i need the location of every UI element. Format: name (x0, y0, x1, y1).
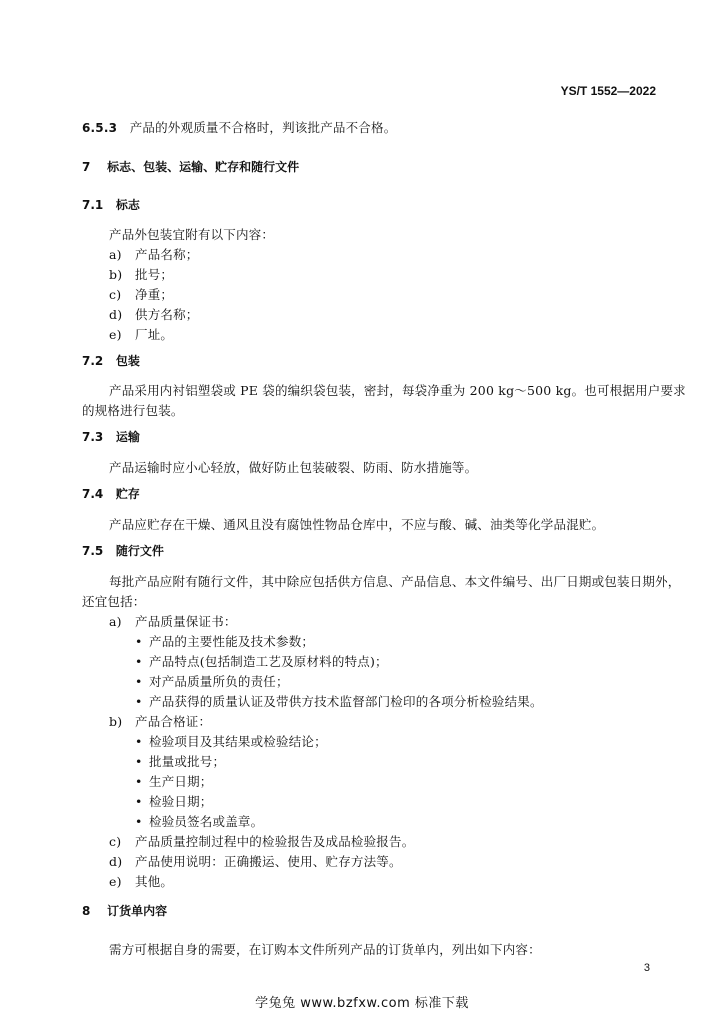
section-title: 标志 (115, 198, 140, 212)
section-number: 8 (82, 904, 91, 918)
bullet-icon: • (135, 754, 143, 769)
section-7-2-line1: 产品采用内衬铝塑袋或 PE 袋的编织袋包装，密封，每袋净重为 200 kg～500 kg。也可根据用户要求 (109, 383, 686, 398)
clause-number: 6.5.3 (82, 121, 118, 135)
watermark-footer: 学兔兔 www.bzfxw.com 标准下载 (255, 996, 469, 1011)
sub-list-item: • 产品的主要性能及技术参数； (135, 634, 315, 649)
section-8-heading (82, 902, 167, 919)
section-number: 7.1 (82, 198, 104, 212)
section-7-5-line1: 每批产品应附有随行文件，其中除应包括供方信息、产品信息、本文件编号、出厂日期或包装日期外， (109, 574, 681, 589)
list-item: b) 批号； (109, 267, 174, 282)
list-item: c) 净重； (109, 287, 174, 302)
section-7-5-line2: 还宜包括： (82, 594, 146, 609)
sub-list-item: • 生产日期； (135, 774, 213, 789)
section-7-heading (82, 158, 299, 175)
section-number: 7 (82, 160, 91, 174)
bullet-icon: • (135, 814, 143, 829)
section-title: 标志、包装、运输、贮存和随行文件 (107, 160, 300, 174)
section-7-5-heading (82, 542, 164, 559)
section-7-2-heading (82, 352, 140, 369)
bullet-icon: • (135, 674, 143, 689)
list-item: b) 产品合格证： (109, 714, 212, 729)
bullet-icon: • (135, 634, 143, 649)
list-item: c) 产品质量控制过程中的检验报告及成品检验报告。 (109, 834, 415, 849)
list-item: a) 产品质量保证书： (109, 614, 237, 629)
list-item: e) 其他。 (109, 874, 174, 889)
section-number: 7.3 (82, 430, 104, 444)
section-number: 7.5 (82, 544, 104, 558)
bullet-icon: • (135, 734, 143, 749)
clause-text: 产品的外观质量不合格时，判该批产品不合格。 (129, 120, 397, 135)
sub-list-item: • 检验日期； (135, 794, 213, 809)
sub-list-item: • 产品获得的质量认证及带供方技术监督部门检印的各项分析检验结果。 (135, 694, 543, 709)
section-title: 运输 (115, 430, 140, 444)
section-title: 随行文件 (115, 544, 164, 558)
section-7-1-intro: 产品外包装宜附有以下内容： (109, 227, 275, 242)
standard-code: YS/T 1552—2022 (560, 84, 656, 98)
section-7-3-heading (82, 428, 140, 445)
bullet-icon: • (135, 774, 143, 789)
bullet-icon: • (135, 794, 143, 809)
section-number: 7.4 (82, 487, 104, 501)
list-item: d) 产品使用说明：正确搬运、使用、贮存方法等。 (109, 854, 402, 869)
section-title: 订货单内容 (107, 904, 168, 918)
sub-list-item: • 产品特点(包括制造工艺及原材料的特点)； (135, 654, 388, 669)
bullet-icon: • (135, 654, 143, 669)
sub-list-item: • 检验员签名或盖章。 (135, 814, 264, 829)
section-7-4-text: 产品应贮存在干燥、通风且没有腐蚀性物品仓库中，不应与酸、碱、油类等化学品混贮。 (109, 517, 605, 532)
sub-list-item: • 检验项目及其结果或检验结论； (135, 734, 327, 749)
list-item: d) 供方名称； (109, 307, 199, 322)
list-item: a) 产品名称； (109, 247, 199, 262)
section-7-2-line2: 的规格进行包装。 (82, 403, 184, 418)
section-7-3-text: 产品运输时应小心轻放，做好防止包装破裂、防雨、防水措施等。 (109, 460, 478, 475)
page-number: 3 (643, 962, 650, 974)
list-item: e) 厂址。 (109, 327, 174, 342)
sub-list-item: • 对产品质量所负的责任； (135, 674, 289, 689)
clause-6-5-3 (82, 118, 396, 136)
sub-list-item: • 批量或批号； (135, 754, 226, 769)
section-number: 7.2 (82, 354, 104, 368)
bullet-icon: • (135, 694, 143, 709)
section-title: 包装 (115, 354, 140, 368)
section-title: 贮存 (115, 487, 140, 501)
section-7-1-heading (82, 196, 140, 213)
section-7-4-heading (82, 485, 140, 502)
section-8-text: 需方可根据自身的需要，在订购本文件所列产品的订货单内，列出如下内容： (109, 942, 541, 957)
